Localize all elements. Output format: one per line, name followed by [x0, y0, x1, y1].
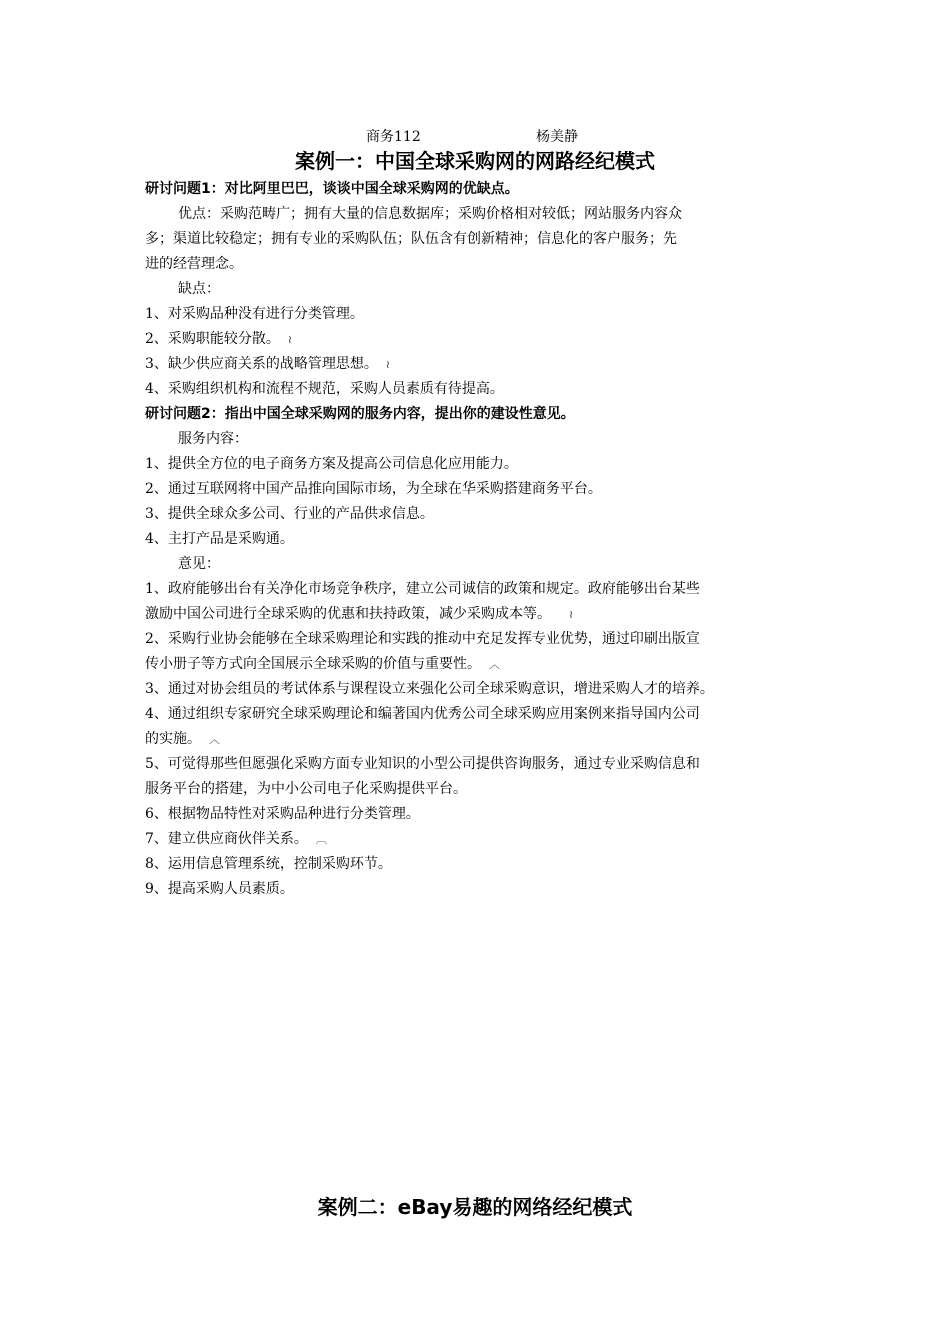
opinion-line-11-row — [145, 827, 825, 852]
opinion-line-2-row — [145, 602, 825, 627]
cons-label: 缺点： — [178, 281, 220, 297]
cons-item-3: 3、缺少供应商关系的战略管理思想。 — [145, 356, 378, 372]
opinion-line-11: 7、建立供应商伙伴关系。 — [145, 831, 308, 847]
service-item-1: 1、提供全方位的电子商务方案及提高公司信息化应用能力。 — [145, 456, 518, 472]
pros-line-2: 多；渠道比较稳定；拥有专业的采购队伍；队伍含有创新精神；信息化的客户服务；先 — [145, 231, 677, 247]
cons-item-3-row — [145, 352, 825, 377]
author-name: 杨美静 — [536, 129, 578, 145]
opinion-line-4-row — [145, 652, 825, 677]
course-label: 商务112 — [366, 129, 421, 145]
opinion-line-7-row — [145, 727, 825, 752]
opinion-line-8: 5、可觉得那些但愿强化采购方面专业知识的小型公司提供咨询服务，通过专业采购信息和 — [145, 756, 700, 772]
service-item-2: 2、通过互联网将中国产品推向国际市场，为全球在华采购搭建商务平台。 — [145, 481, 602, 497]
opinion-line-12: 8、运用信息管理系统，控制采购环节。 — [145, 856, 392, 872]
cons-item-2-row — [145, 327, 825, 352]
document-header — [366, 127, 578, 147]
pros-line-3: 进的经营理念。 — [145, 256, 243, 272]
services-label: 服务内容： — [178, 431, 248, 447]
opinion-line-5: 3、通过对协会组员的考试体系与课程设立来强化公司全球采购意识，增进采购人才的培养。 — [145, 681, 714, 697]
opinion-line-10: 6、根据物品特性对采购品种进行分类管理。 — [145, 806, 420, 822]
case1-title: 案例一：中国全球采购网的网路经纪模式 — [295, 149, 655, 173]
edit-mark: ≀ — [287, 333, 293, 346]
cons-item-4: 4、采购组织机构和流程不规范，采购人员素质有待提高。 — [145, 381, 504, 397]
opinions-label: 意见： — [178, 556, 220, 572]
service-item-3: 3、提供全球众多公司、行业的产品供求信息。 — [145, 506, 434, 522]
edit-mark: ︿ — [209, 733, 220, 746]
service-item-4: 4、主打产品是采购通。 — [145, 531, 294, 547]
cons-item-1: 1、对采购品种没有进行分类管理。 — [145, 306, 364, 322]
opinion-line-9: 服务平台的搭建，为中小公司电子化采购提供平台。 — [145, 781, 467, 797]
edit-mark: ≀ — [385, 358, 391, 371]
opinion-line-7: 的实施。 — [145, 731, 201, 747]
case1-body — [145, 177, 825, 902]
opinion-line-4: 传小册子等方式向全国展示全球采购的价值与重要性。 — [145, 656, 481, 672]
opinion-line-1: 1、政府能够出台有关净化市场竞争秩序，建立公司诚信的政策和规定。政府能够出台某些 — [145, 581, 700, 597]
case2-title: 案例二：eBay易趣的网络经纪模式 — [317, 1195, 633, 1219]
edit-mark: ︿ — [489, 658, 500, 671]
edit-mark: ︹ — [315, 833, 327, 846]
edit-mark: ≀ — [569, 608, 574, 621]
cons-item-2: 2、采购职能较分散。 — [145, 331, 280, 347]
question-1-heading: 研讨问题1：对比阿里巴巴，谈谈中国全球采购网的优缺点。 — [145, 181, 519, 197]
opinion-line-13: 9、提高采购人员素质。 — [145, 881, 294, 897]
opinion-line-3: 2、采购行业协会能够在全球采购理论和实践的推动中充足发挥专业优势，通过印刷出版宣 — [145, 631, 700, 647]
question-2-heading: 研讨问题2：指出中国全球采购网的服务内容，提出你的建设性意见。 — [145, 406, 575, 422]
pros-line-1: 优点：采购范畴广；拥有大量的信息数据库；采购价格相对较低；网站服务内容众 — [178, 206, 682, 222]
opinion-line-6: 4、通过组织专家研究全球采购理论和编著国内优秀公司全球采购应用案例来指导国内公司 — [145, 706, 700, 722]
opinion-line-2: 激励中国公司进行全球采购的优惠和扶持政策，减少采购成本等。 — [145, 606, 551, 622]
